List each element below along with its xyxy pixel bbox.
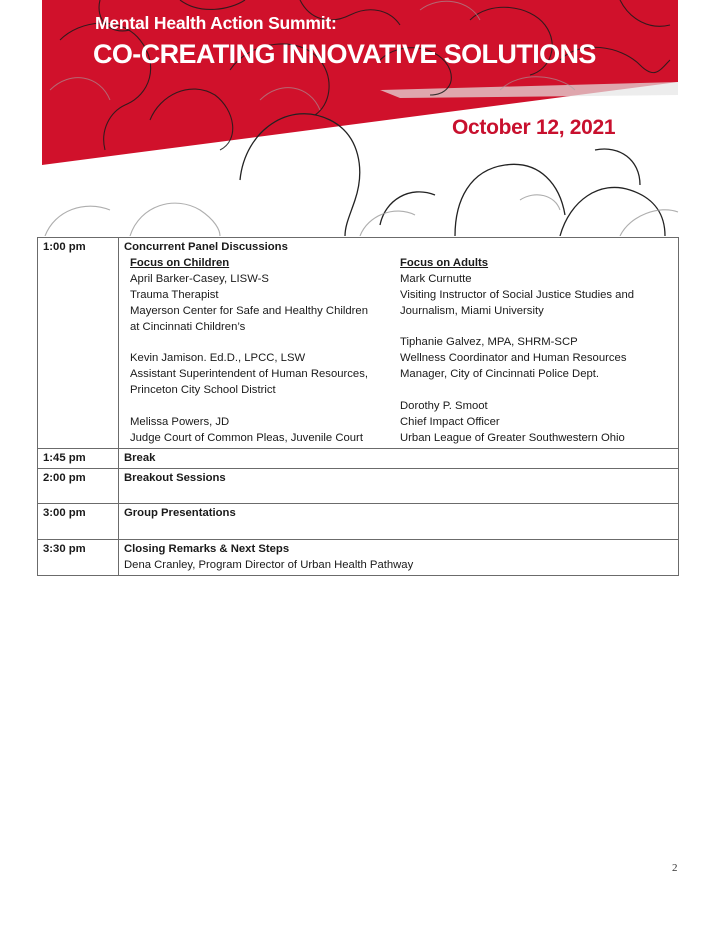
panelist-line: Princeton City School District — [130, 384, 276, 397]
agenda-row — [38, 238, 679, 449]
panelist-line: April Barker-Casey, LISW-S — [130, 272, 269, 285]
event-date: October 12, 2021 — [452, 116, 616, 139]
summit-title: CO-CREATING INNOVATIVE SOLUTIONS — [93, 39, 596, 69]
agenda-time: 3:00 pm — [38, 504, 119, 540]
panelist-line: Melissa Powers, JD — [130, 415, 230, 428]
agenda-row — [38, 468, 679, 504]
panelist-line: Journalism, Miami University — [400, 304, 544, 317]
agenda-row — [38, 448, 679, 468]
agenda-details — [119, 448, 679, 468]
agenda-title: Closing Remarks & Next Steps — [124, 543, 290, 556]
panelist-line: Tiphanie Galvez, MPA, SHRM-SCP — [400, 336, 578, 349]
summit-subtitle: Mental Health Action Summit: — [95, 13, 337, 33]
panelist-line: Manager, City of Cincinnati Police Dept. — [400, 368, 600, 381]
summit-header — [0, 0, 720, 236]
agenda-time: 3:30 pm — [38, 540, 119, 576]
panel-heading: Focus on Children — [130, 256, 230, 269]
panelist-line: Chief Impact Officer — [400, 415, 500, 428]
panelist-line: Urban League of Greater Southwestern Ohio — [400, 431, 625, 444]
panelist-line: Mayerson Center for Safe and Healthy Children — [130, 304, 368, 317]
panelist-line: Visiting Instructor of Social Justice Studies and — [400, 288, 635, 301]
panel-columns — [124, 256, 673, 447]
spacer — [130, 335, 400, 351]
panel-children — [124, 256, 400, 447]
agenda-time: 2:00 pm — [38, 468, 119, 504]
panelist-line: Kevin Jamison. Ed.D., LPCC, LSW — [130, 352, 306, 365]
agenda-title: Concurrent Panel Discussions — [124, 241, 288, 253]
panelist-line: Trauma Therapist — [130, 288, 219, 301]
panelist-line: Judge Court of Common Pleas, Juvenile Court — [130, 431, 363, 444]
agenda-title: Group Presentations — [124, 507, 236, 520]
panelist-line: at Cincinnati Children’s — [130, 320, 246, 333]
panel-adults — [400, 256, 662, 447]
page-number: 2 — [672, 862, 678, 874]
agenda-title: Breakout Sessions — [124, 471, 226, 484]
agenda-details — [119, 540, 679, 576]
panelist-line: Wellness Coordinator and Human Resources — [400, 352, 627, 365]
agenda-details — [119, 504, 679, 540]
agenda-details — [119, 468, 679, 504]
spacer — [130, 399, 400, 415]
panelist-line: Assistant Superintendent of Human Resources, — [130, 368, 368, 381]
agenda-time: 1:00 pm — [38, 238, 119, 449]
agenda-table — [37, 237, 679, 576]
spacer — [400, 383, 662, 399]
spacer — [400, 320, 662, 336]
panelist-line: Mark Curnutte — [400, 272, 472, 285]
agenda-row — [38, 540, 679, 576]
agenda-time: 1:45 pm — [38, 448, 119, 468]
agenda-details — [119, 238, 679, 449]
agenda-speaker: Dena Cranley, Program Director of Urban Health Pathway — [124, 559, 414, 572]
agenda-title: Break — [124, 451, 156, 464]
agenda-row — [38, 504, 679, 540]
panel-heading: Focus on Adults — [400, 256, 489, 269]
panelist-line: Dorothy P. Smoot — [400, 400, 488, 413]
